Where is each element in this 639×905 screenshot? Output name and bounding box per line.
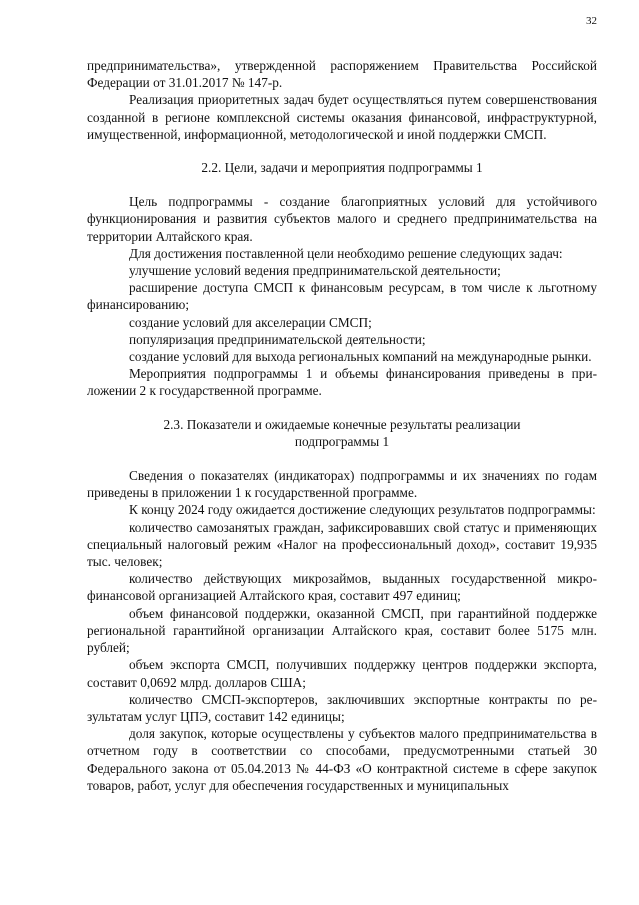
paragraph: Цель подпрограммы - создание благоприятных условий для устойчивого функционирования и развития субъектов малого и среднего предпринимательства на территории Алтайского края. (87, 194, 597, 244)
paragraph: Реализация приоритетных задач будет осуществляться путем совершенствования созданной в регионе комплексной системы оказания финансовой, инфраструктурной, имущественной, информационной, методологической и иной поддержки СМСП. (87, 92, 597, 142)
page-number: 32 (586, 15, 597, 27)
list-item: объем экспорта СМСП, получивших поддержку центров поддержки экспорта, составит 0,0692 млрд. долларов США; (87, 657, 597, 690)
section-heading-2-2: 2.2. Цели, задачи и мероприятия подпрограммы 1 (201, 160, 483, 176)
list-item: улучшение условий ведения предпринимательской деятельности; (129, 263, 501, 279)
document-body (87, 57, 597, 794)
paragraph: предпринимательства», утвержденной распоряжением Правительства Российской Федерации от 31.01.2017 № 147-р. (87, 58, 597, 91)
list-item: количество действующих микрозаймов, выданных государственной микрофинансовой организацией Алтайского края, составит 497 единиц; (87, 571, 597, 604)
list-item: количество самозанятых граждан, зафиксировавших свой статус и применяющих специальный налоговый режим «Налог на профессиональный доход», составит 19,935 тыс. человек; (87, 519, 597, 570)
paragraph: К концу 2024 году ожидается достижение следующих результатов подпрограммы: (129, 502, 596, 518)
list-item: расширение доступа СМСП к финансовым ресурсам, в том числе к льготному финансированию; (87, 280, 597, 313)
list-item: объем финансовой поддержки, оказанной СМСП, при гарантийной поддержке региональной гарантийной организации Алтайского края, составит более 5175 млн. рублей; (87, 605, 597, 656)
list-item: создание условий для акселерации СМСП; (129, 314, 372, 330)
section-heading-2-3 (87, 416, 597, 450)
section-heading-line: 2.3. Показатели и ожидаемые конечные результаты реализации (163, 416, 521, 432)
paragraph: Мероприятия подпрограммы 1 и объемы финансирования приведены в приложении 2 к государственной программе. (87, 366, 597, 399)
paragraph: Сведения о показателях (индикаторах) подпрограммы и их значениях по годам приведены в приложении 1 к государственной программе. (87, 468, 597, 501)
list-item: создание условий для выхода региональных компаний на международные рынки. (129, 349, 592, 365)
list-item: количество СМСП-экспортеров, заключивших экспортные контракты по результатам услуг ЦПЭ, составит 142 единицы; (87, 691, 597, 724)
list-item: доля закупок, которые осуществлены у субъектов малого предпринимательства в отчетном году в соответствии со способами, предусмотренными статьей 30 Федерального закона от 05.04.2013 № 44-ФЗ «О контрактной системе в сфере закупок товаров, работ, услуг для обеспечения государственных и муниципальных (87, 726, 597, 793)
paragraph: Для достижения поставленной цели необходимо решение следующих задач: (129, 245, 563, 261)
list-item: популяризация предпринимательской деятельности; (129, 331, 426, 347)
section-heading-line: подпрограммы 1 (294, 433, 390, 449)
